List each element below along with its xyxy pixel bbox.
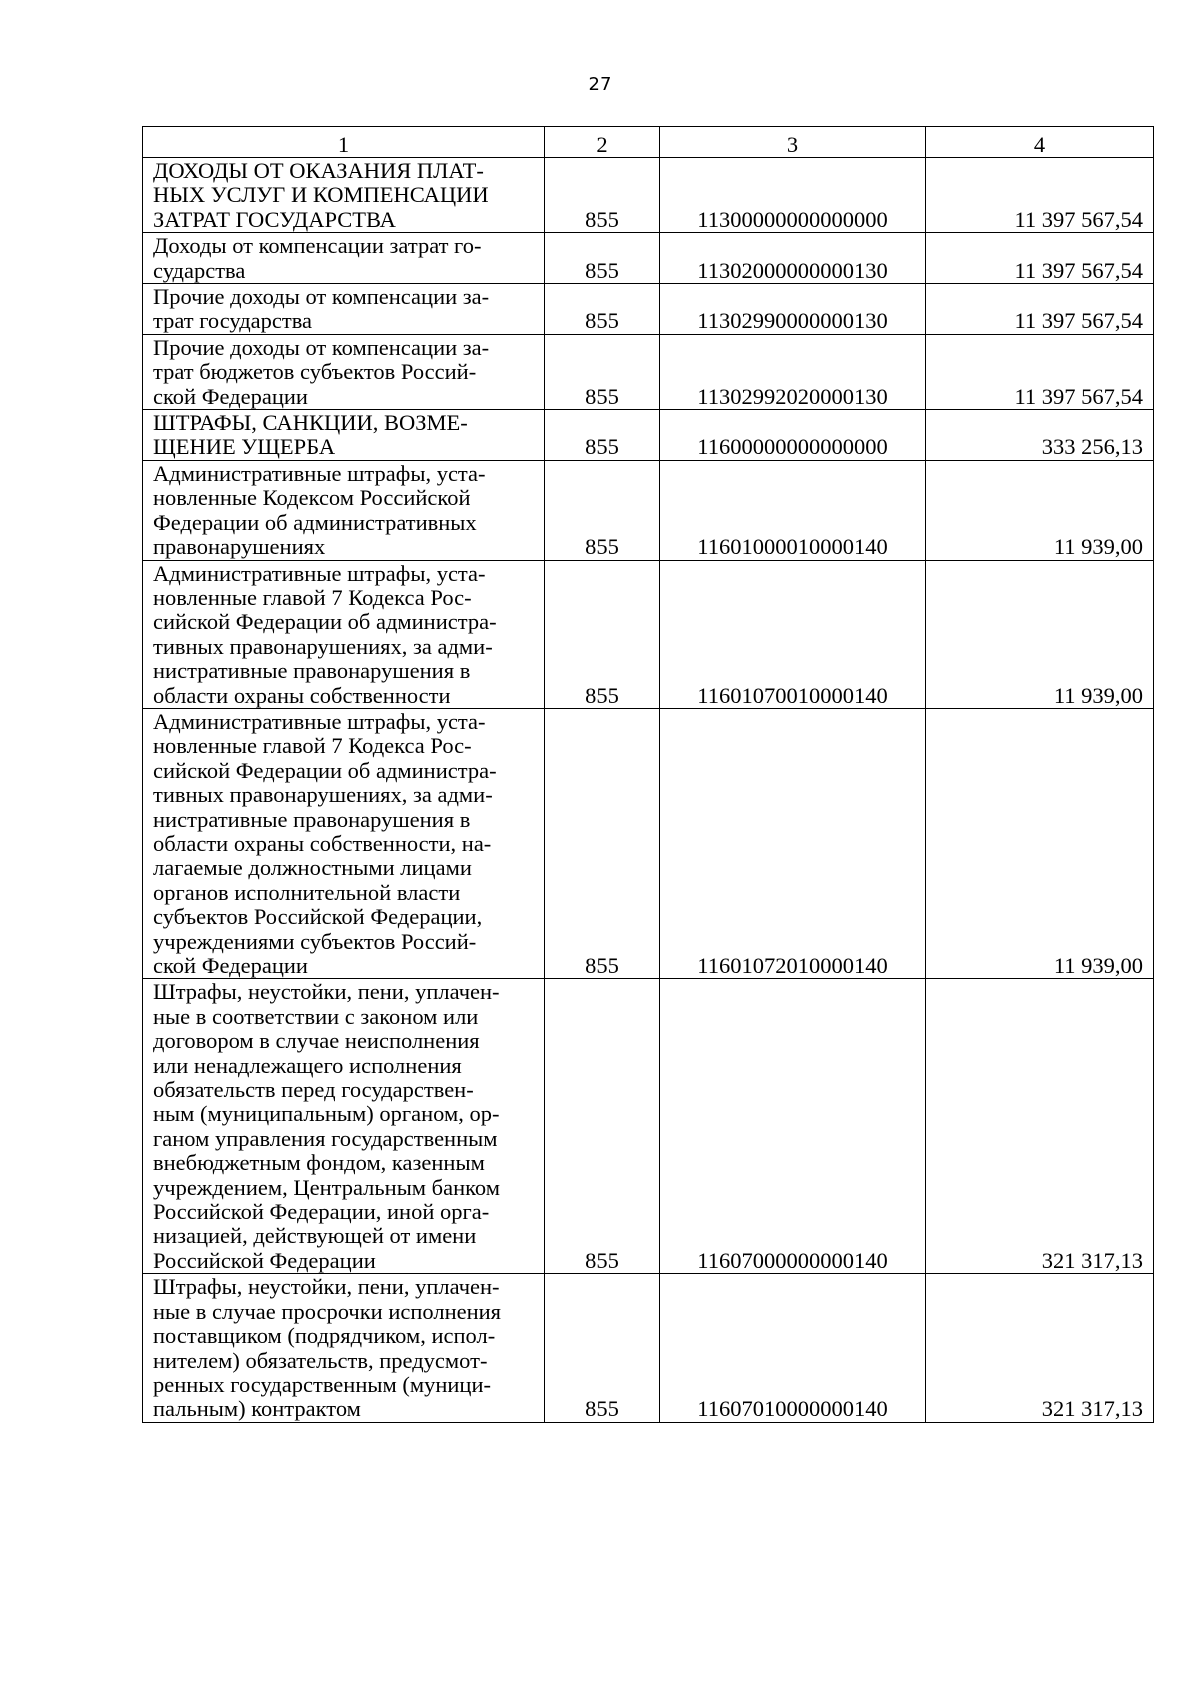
revenue-name-line: органов исполнительной власти bbox=[153, 879, 461, 905]
revenue-name-line: ные в соответствии с законом или bbox=[153, 1003, 479, 1029]
table-row bbox=[143, 560, 1154, 708]
revenue-name-line: ДОХОДЫ ОТ ОКАЗАНИЯ ПЛАТ- bbox=[153, 158, 484, 183]
budget-classification-code-cell: 11601070010000140 bbox=[660, 560, 926, 708]
amount-cell: 11 939,00 bbox=[926, 560, 1154, 708]
revenue-name-cell bbox=[143, 560, 545, 708]
column-header-2: 2 bbox=[545, 127, 660, 158]
table-row bbox=[143, 233, 1154, 284]
revenue-name-line: ской Федерации bbox=[153, 953, 308, 978]
revenue-name-line: нистративные правонарушения в bbox=[153, 806, 471, 832]
amount-cell: 11 939,00 bbox=[926, 708, 1154, 978]
revenue-name-line: ренных государственным (муници- bbox=[153, 1371, 491, 1397]
administrator-code-cell: 855 bbox=[545, 410, 660, 461]
revenue-name-cell bbox=[143, 284, 545, 335]
revenue-name-line: Административные штрафы, уста- bbox=[153, 560, 486, 586]
revenue-name bbox=[153, 562, 534, 708]
revenue-name-line: новленные главой 7 Кодекса Рос- bbox=[153, 733, 472, 759]
table-row bbox=[143, 708, 1154, 978]
administrator-code-cell: 855 bbox=[545, 334, 660, 409]
table-row bbox=[143, 979, 1154, 1274]
administrator-code-cell: 855 bbox=[545, 233, 660, 284]
table-row bbox=[143, 334, 1154, 409]
revenue-name-line: ганом управления государственным bbox=[153, 1125, 498, 1151]
revenue-name bbox=[153, 336, 534, 409]
amount-cell: 11 397 567,54 bbox=[926, 158, 1154, 233]
revenue-name-line: трат государства bbox=[153, 308, 313, 334]
revenue-name-cell bbox=[143, 158, 545, 233]
administrator-code-cell: 855 bbox=[545, 560, 660, 708]
amount-cell: 321 317,13 bbox=[926, 1274, 1154, 1422]
amount-cell: 11 397 567,54 bbox=[926, 284, 1154, 335]
revenue-name-line: Доходы от компенсации затрат го- bbox=[153, 233, 482, 259]
revenue-name-line: Прочие доходы от компенсации за- bbox=[153, 334, 490, 360]
revenue-name-line: поставщиком (подрядчиком, испол- bbox=[153, 1323, 496, 1349]
amount-cell: 321 317,13 bbox=[926, 979, 1154, 1274]
column-header-4: 4 bbox=[926, 127, 1154, 158]
revenue-name-line: ЗАТРАТ ГОСУДАРСТВА bbox=[153, 206, 396, 232]
revenue-name-line: сийской Федерации об администра- bbox=[153, 609, 497, 635]
revenue-name-line: новленные Кодексом Российской bbox=[153, 485, 471, 511]
revenue-name-line: договором в случае неисполнения bbox=[153, 1028, 480, 1054]
revenue-name bbox=[153, 411, 534, 460]
revenue-name-line: нителем) обязательств, предусмот- bbox=[153, 1347, 488, 1373]
administrator-code-cell: 855 bbox=[545, 1274, 660, 1422]
revenue-name-line: лагаемые должностными лицами bbox=[153, 855, 472, 881]
revenue-name-line: низацией, действующей от имени bbox=[153, 1223, 477, 1249]
revenue-name-line: НЫХ УСЛУГ И КОМПЕНСАЦИИ bbox=[153, 182, 489, 208]
page-number: 27 bbox=[588, 74, 612, 95]
revenue-name bbox=[153, 159, 534, 232]
revenue-name bbox=[153, 285, 534, 334]
revenue-name-line: обязательств перед государствен- bbox=[153, 1077, 474, 1103]
revenue-name-line: внебюджетным фондом, казенным bbox=[153, 1150, 485, 1176]
revenue-name-line: ШТРАФЫ, САНКЦИИ, ВОЗМЕ- bbox=[153, 410, 468, 436]
administrator-code-cell: 855 bbox=[545, 708, 660, 978]
revenue-name-line: сударства bbox=[153, 257, 246, 283]
revenue-name-line: Штрафы, неустойки, пени, уплачен- bbox=[153, 979, 500, 1005]
revenue-name-line: трат бюджетов субъектов Россий- bbox=[153, 359, 477, 385]
revenue-name-line: сийской Федерации об администра- bbox=[153, 757, 497, 783]
revenue-name-line: Российской Федерации bbox=[153, 1247, 376, 1273]
revenue-name bbox=[153, 462, 534, 560]
revenue-name bbox=[153, 234, 534, 283]
revenue-name-line: тивных правонарушениях, за адми- bbox=[153, 782, 493, 808]
amount-cell: 333 256,13 bbox=[926, 410, 1154, 461]
amount-cell: 11 939,00 bbox=[926, 460, 1154, 560]
revenue-name-line: правонарушениях bbox=[153, 534, 326, 560]
revenue-name-line: нистративные правонарушения в bbox=[153, 658, 471, 684]
revenue-name-line: Федерации об административных bbox=[153, 509, 477, 535]
revenue-table bbox=[142, 126, 1154, 1423]
budget-classification-code-cell: 11601000010000140 bbox=[660, 460, 926, 560]
administrator-code-cell: 855 bbox=[545, 284, 660, 335]
budget-classification-code-cell: 11302990000000130 bbox=[660, 284, 926, 335]
revenue-name bbox=[153, 1275, 534, 1421]
budget-classification-code-cell: 11607010000000140 bbox=[660, 1274, 926, 1422]
revenue-name-line: Административные штрафы, уста- bbox=[153, 460, 486, 486]
revenue-name-line: пальным) контрактом bbox=[153, 1396, 361, 1422]
revenue-name-line: Штрафы, неустойки, пени, уплачен- bbox=[153, 1274, 500, 1300]
table-row bbox=[143, 1274, 1154, 1422]
revenue-name-line: учреждением, Центральным банком bbox=[153, 1174, 500, 1200]
budget-classification-code-cell: 11300000000000000 bbox=[660, 158, 926, 233]
budget-classification-code-cell: 11302992020000130 bbox=[660, 334, 926, 409]
administrator-code-cell: 855 bbox=[545, 460, 660, 560]
revenue-name-line: или ненадлежащего исполнения bbox=[153, 1052, 462, 1078]
budget-classification-code-cell: 11601072010000140 bbox=[660, 708, 926, 978]
revenue-name bbox=[153, 710, 534, 978]
revenue-name-cell bbox=[143, 233, 545, 284]
revenue-name-line: субъектов Российской Федерации, bbox=[153, 904, 483, 930]
amount-cell: 11 397 567,54 bbox=[926, 233, 1154, 284]
revenue-name-cell bbox=[143, 410, 545, 461]
revenue-name-line: Административные штрафы, уста- bbox=[153, 708, 486, 734]
table-row bbox=[143, 410, 1154, 461]
revenue-name-line: ным (муниципальным) органом, ор- bbox=[153, 1101, 500, 1127]
revenue-name-line: учреждениями субъектов Россий- bbox=[153, 928, 477, 954]
table-row bbox=[143, 284, 1154, 335]
revenue-name-line: Российской Федерации, иной орга- bbox=[153, 1199, 490, 1225]
revenue-name-cell bbox=[143, 979, 545, 1274]
revenue-name-line: области охраны собственности, на- bbox=[153, 830, 492, 856]
revenue-name-cell bbox=[143, 334, 545, 409]
column-header-1: 1 bbox=[143, 127, 545, 158]
revenue-name-cell bbox=[143, 708, 545, 978]
revenue-name-cell bbox=[143, 1274, 545, 1422]
revenue-name-line: Прочие доходы от компенсации за- bbox=[153, 284, 490, 310]
revenue-name-line: тивных правонарушениях, за адми- bbox=[153, 633, 493, 659]
table-header-row bbox=[143, 127, 1154, 158]
budget-classification-code-cell: 11600000000000000 bbox=[660, 410, 926, 461]
table-row bbox=[143, 460, 1154, 560]
column-header-3: 3 bbox=[660, 127, 926, 158]
budget-classification-code-cell: 11607000000000140 bbox=[660, 979, 926, 1274]
revenue-name-line: новленные главой 7 Кодекса Рос- bbox=[153, 584, 472, 610]
table-body bbox=[143, 158, 1154, 1423]
administrator-code-cell: 855 bbox=[545, 158, 660, 233]
table-row bbox=[143, 158, 1154, 233]
revenue-name-line: ные в случае просрочки исполнения bbox=[153, 1298, 502, 1324]
revenue-name bbox=[153, 980, 534, 1273]
revenue-name-line: ской Федерации bbox=[153, 383, 308, 409]
revenue-name-cell bbox=[143, 460, 545, 560]
administrator-code-cell: 855 bbox=[545, 979, 660, 1274]
amount-cell: 11 397 567,54 bbox=[926, 334, 1154, 409]
budget-classification-code-cell: 11302000000000130 bbox=[660, 233, 926, 284]
revenue-name-line: ЩЕНИЕ УЩЕРБА bbox=[153, 434, 336, 460]
revenue-name-line: области охраны собственности bbox=[153, 682, 451, 708]
